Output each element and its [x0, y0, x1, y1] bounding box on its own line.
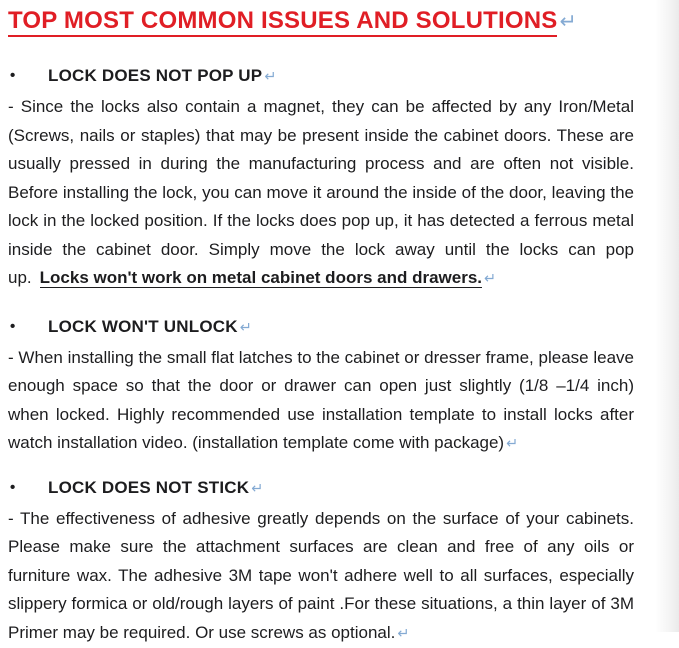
section-heading-text: LOCK WON'T UNLOCK [48, 317, 238, 336]
paragraph-mark-icon: ↵ [249, 481, 263, 497]
section-body [8, 93, 634, 294]
section-heading-text: LOCK DOES NOT STICK [48, 478, 249, 497]
section-body [8, 344, 634, 459]
paragraph-mark-icon: ↵ [238, 320, 252, 336]
bullet-icon: • [10, 315, 15, 339]
section-body-emphasis: Locks won't work on metal cabinet doors and drawers. [40, 268, 482, 288]
page-title-text: TOP MOST COMMON ISSUES AND SOLUTIONS [8, 7, 557, 37]
paragraph-mark-icon: ↵ [395, 626, 409, 642]
paragraph-mark-icon: ↵ [482, 271, 496, 287]
section-body-text: - When installing the small flat latches to the cabinet or dresser frame, please leave enough space so that the door or drawer can open just slightly (1/8 –1/4 inch) when locked. Highly recommended use installation template to install locks after watch installation video. (installation template come with package) [8, 348, 634, 453]
section-body [8, 505, 634, 648]
section-heading [8, 315, 634, 340]
section-heading [8, 476, 634, 501]
section-body-text: - The effectiveness of adhesive greatly depends on the surface of your cabinets. Please make sure the attachment surfaces are clean and free of any oils or furniture wax. The adhesive 3M tape won't adhere well to all surfaces, especially slippery formica or old/rough layers of paint .For these situations, a thin layer of 3M Primer may be required. Or use screws as optional. [8, 509, 634, 642]
paragraph-mark-icon: ↵ [557, 11, 576, 33]
section-lock-wont-unlock [8, 315, 634, 459]
paragraph-mark-icon: ↵ [504, 436, 518, 452]
page-title [8, 6, 634, 37]
section-lock-does-not-pop-up [8, 64, 634, 294]
section-lock-does-not-stick [8, 476, 634, 648]
bullet-icon: • [10, 476, 15, 500]
paragraph-mark-icon: ↵ [262, 69, 276, 85]
section-heading [8, 64, 634, 89]
page-edge-shadow [655, 0, 679, 632]
bullet-icon: • [10, 64, 15, 88]
section-body-text: - Since the locks also contain a magnet, they can be affected by any Iron/Metal (Screws, nails or staples) that may be present inside the cabinet doors. These are usually pressed in during the manufacturing process and are often not visible. Before installing the lock, you can move it around the inside of the door, leaving the lock in the locked position. If the locks does pop up, it has detected a ferrous metal inside the cabinet door. Simply move the lock away until the locks can pop up. [8, 97, 634, 287]
section-heading-text: LOCK DOES NOT POP UP [48, 66, 262, 85]
